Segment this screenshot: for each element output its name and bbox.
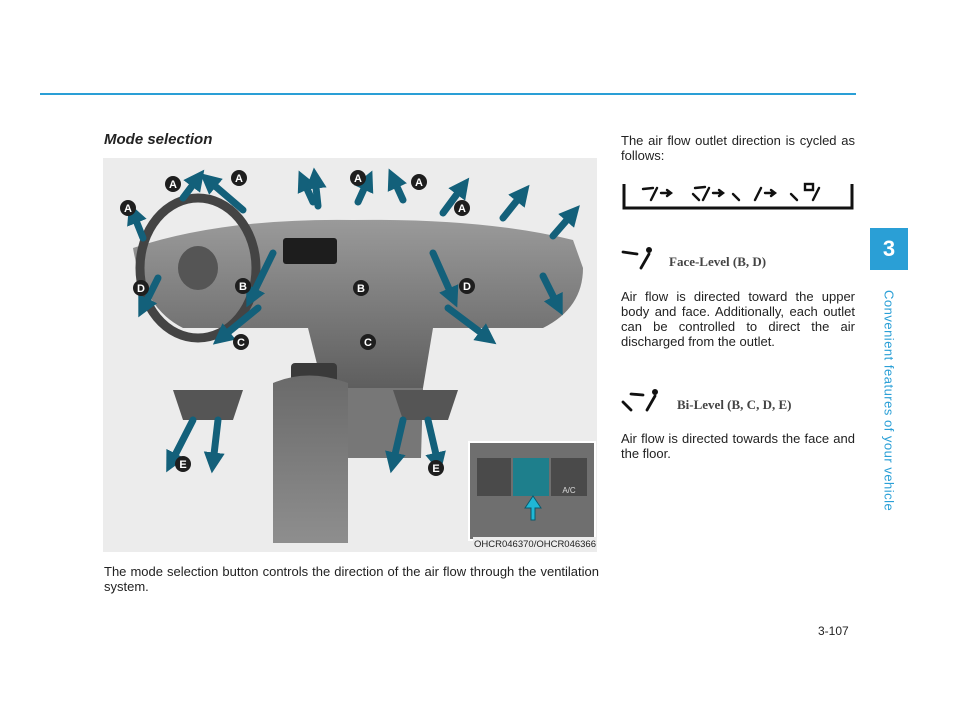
svg-text:A: A <box>124 203 132 215</box>
page-number: 3-107 <box>818 624 849 638</box>
svg-text:A: A <box>169 179 177 191</box>
mode-cycle-diagram <box>621 180 855 212</box>
callout-a <box>411 174 427 190</box>
callout-b <box>353 280 369 296</box>
dashboard-illustration <box>103 158 597 552</box>
mode-bi-level: Bi-Level (B, C, D, E) <box>621 388 791 421</box>
section-heading: Mode selection <box>104 131 213 148</box>
figure-code: OHCR046370/OHCR046366 <box>474 539 596 550</box>
bi-level-icon <box>621 388 667 421</box>
face-level-description: Air flow is directed toward the upper body and face. Additionally, each outlet can be controlled to direct the air discharged from the outlet. <box>621 289 855 349</box>
svg-text:A: A <box>354 173 362 185</box>
callout-a <box>454 200 470 216</box>
top-rule <box>40 93 856 95</box>
airflow-arrow <box>553 213 573 236</box>
svg-text:D: D <box>137 283 145 295</box>
mode-face-level: Face-Level (B, D) <box>621 246 766 277</box>
bi-level-description: Air flow is directed towards the face and the floor. <box>621 431 855 461</box>
airflow-arrow <box>315 178 318 206</box>
figure-caption: The mode selection button controls the direction of the air flow through the ventilation system. <box>104 564 599 594</box>
face-level-icon <box>621 246 659 277</box>
svg-text:C: C <box>364 337 372 349</box>
callout-a <box>165 176 181 192</box>
intro-text: The air flow outlet direction is cycled as follows: <box>621 133 855 163</box>
svg-text:B: B <box>239 281 247 293</box>
svg-text:E: E <box>432 463 440 475</box>
callout-d <box>133 280 149 296</box>
svg-text:B: B <box>357 283 365 295</box>
dashboard-shape <box>133 220 583 388</box>
svg-text:D: D <box>463 281 471 293</box>
airflow-arrow <box>213 420 218 463</box>
airflow-arrow <box>503 193 523 218</box>
svg-text:A/C: A/C <box>562 486 576 495</box>
callout-a <box>120 200 136 216</box>
callout-c <box>360 334 376 350</box>
svg-text:A: A <box>415 177 423 189</box>
callout-a <box>350 170 366 186</box>
callout-e <box>428 460 444 476</box>
airflow-arrow <box>133 213 143 238</box>
svg-text:A: A <box>458 203 466 215</box>
airflow-arrow <box>393 178 403 200</box>
callout-a <box>231 170 247 186</box>
callout-c <box>233 334 249 350</box>
svg-text:E: E <box>179 459 187 471</box>
svg-text:A: A <box>235 173 243 185</box>
callout-b <box>235 278 251 294</box>
callout-d <box>459 278 475 294</box>
center-armrest <box>273 376 348 544</box>
callout-e <box>175 456 191 472</box>
airflow-arrow <box>303 180 313 202</box>
svg-text:C: C <box>237 337 245 349</box>
center-screen <box>283 238 337 264</box>
chapter-tab: 3 <box>870 228 908 270</box>
airflow-arrow <box>428 420 438 463</box>
